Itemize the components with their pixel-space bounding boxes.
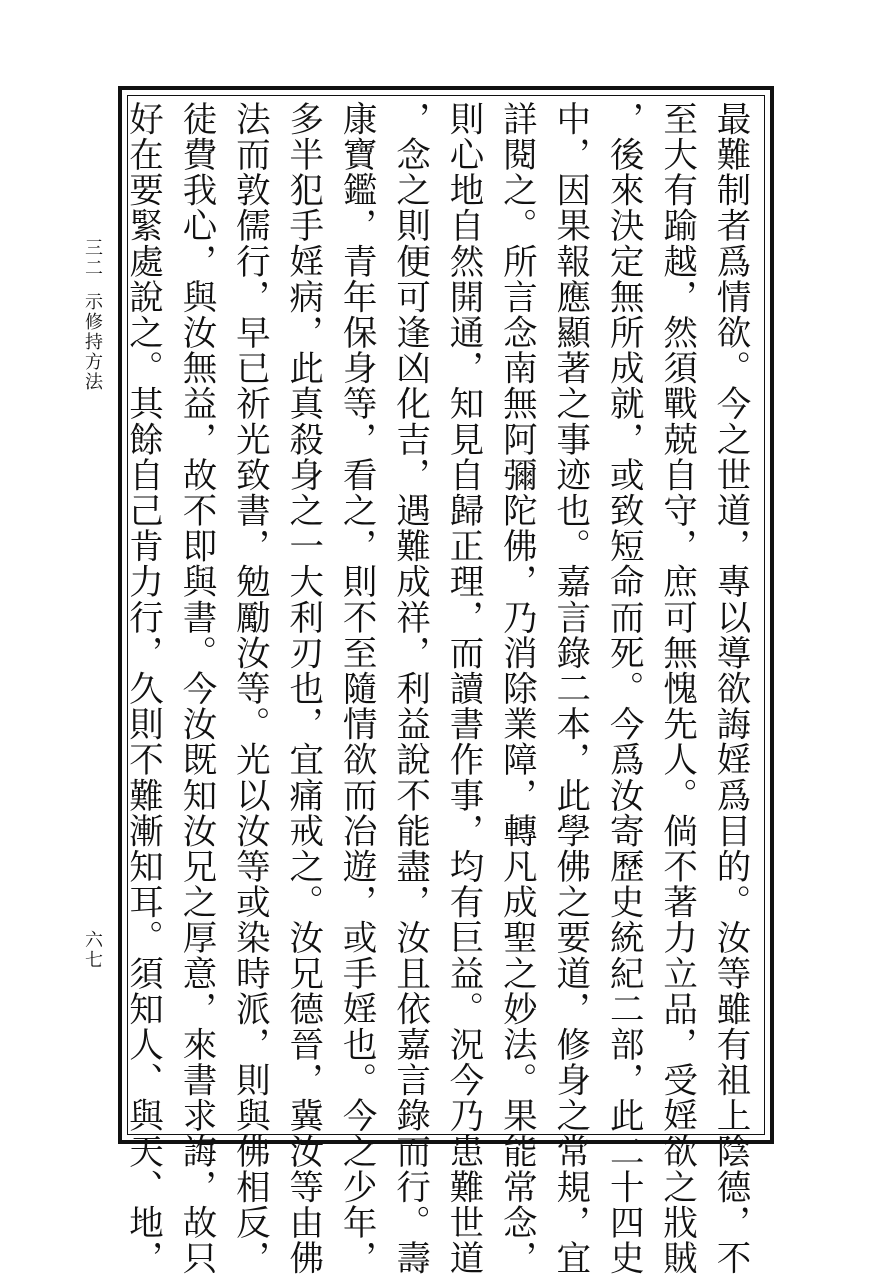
page-number: 六七 xyxy=(82,930,103,970)
chapter-title: 示修持方法 xyxy=(82,292,103,392)
text-column: 法而敦儒行，早已祈光致書，勉勵汝等。光以汝等或染時派，則與佛相反， xyxy=(229,101,270,1276)
running-header xyxy=(79,238,105,392)
text-column: 詳閱之。所言念南無阿彌陀佛，乃消除業障，轉凡成聖之妙法。果能常念， xyxy=(496,101,537,1276)
text-column: 最難制者爲情欲。今之世道，專以導欲誨婬爲目的。汝等雖有祖上陰德，不 xyxy=(710,101,750,1276)
text-column: ，後來決定無所成就，或致短命而死。今爲汝寄歷史統紀二部，此二十四史 xyxy=(603,101,644,1276)
text-column: 中，因果報應顯著之事迹也。嘉言錄二本，此學佛之要道，修身之常規，宜 xyxy=(549,101,590,1276)
chapter-number: 三二 xyxy=(82,238,103,278)
main-text-body xyxy=(122,101,756,1276)
text-column: 則心地自然開通，知見自歸正理，而讀書作事，均有巨益。況今乃患難世道 xyxy=(442,101,483,1276)
text-column: 至大有踰越，然須戰兢自守，庶可無愧先人。倘不著力立品，受婬欲之戕賊 xyxy=(656,101,697,1276)
text-column: ，念之則便可逢凶化吉，遇難成祥，利益說不能盡，汝且依嘉言錄而行。壽 xyxy=(389,101,430,1276)
text-column: 徒費我心，與汝無益，故不即與書。今汝既知汝兄之厚意，來書求誨，故只 xyxy=(175,101,216,1276)
text-column: 康寶鑑，青年保身等，看之，則不至隨情欲而冶遊，或手婬也。今之少年， xyxy=(336,101,377,1276)
text-column: 好在要緊處說之。其餘自己肯力行，久則不難漸知耳。須知人、與天、地， xyxy=(122,101,163,1276)
text-column: 多半犯手婬病，此真殺身之一大利刃也，宜痛戒之。汝兄德晉，冀汝等由佛 xyxy=(282,101,323,1276)
